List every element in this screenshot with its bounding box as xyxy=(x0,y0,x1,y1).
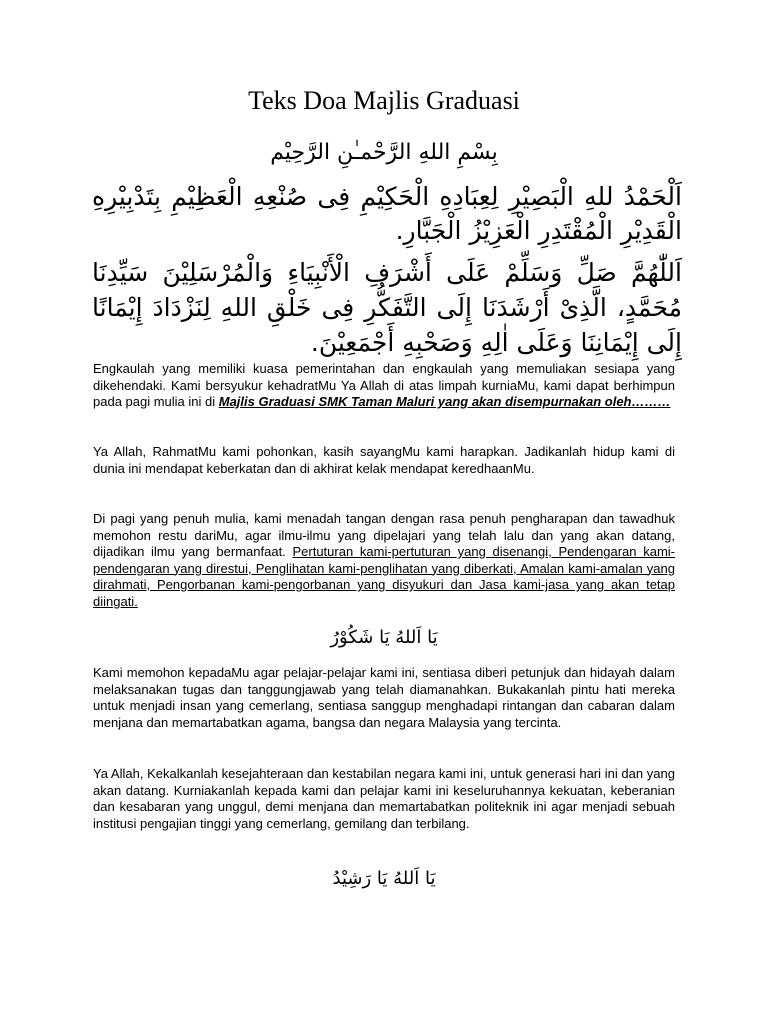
paragraph-pelajar: Kami memohon kepadaMu agar pelajar-pelajar kami ini, sentiasa diberi petunjuk dan hidayah dalam melaksanakan tugas dan tanggungjawab yang telah diamanahkan. Bukakanlah pintu hati mereka untuk menjadi insan yang cemerlang, sentiasa sanggup menghadapi rintangan dan cabaran dalam menjana dan memartabatkan agama, bangsa dan negara Malaysia yang tercinta. xyxy=(93,665,675,730)
basmalah-text: بِسْمِ اللهِ الرَّحْمـٰنِ الرَّحِيْم xyxy=(270,140,498,165)
event-name-emphasis: Majlis Graduasi SMK Taman Maluri yang akan disempurnakan oleh……… xyxy=(218,394,671,409)
paragraph-rahmat: Ya Allah, RahmatMu kami pohonkan, kasih sayangMu kami harapkan. Jadikanlah hidup kami di dunia ini mendapat keberkatan dan di akhirat kelak mendapat keredhaanMu. xyxy=(93,444,675,476)
arabic-ya-syakur: يَا اَللهُ يَا شَكُوْرُ xyxy=(330,627,438,648)
paragraph-pagi-mulia xyxy=(93,511,675,610)
paragraph-pagi-mulia-text: Di pagi yang penuh mulia, kami menadah tangan dengan rasa penuh pengharapan dan tawadhuk memohon restu dariMu, agar ilmu-ilmu yang dipelajari yang telah lalu dan yang akan datang, dijadikan ilmu yang bermanfaat. xyxy=(93,511,675,559)
arabic-praise-text: اَلْحَمْدُ للهِ الْبَصِيْرِ لِعِبَادِهِ الْحَكِيْمِ فِى صُنْعِهِ الْعَظِيْمِ بِتَدْبِيْرِهِ الْقَدِيْرِ الْمُقْتَدِرِ الْعَزِيْزُ الْجَبَّارِ. xyxy=(92,182,682,245)
paragraph-negara: Ya Allah, Kekalkanlah kesejahteraan dan kestabilan negara kami ini, untuk generasi hari ini dan yang akan datang. Kurniakanlah kepada kami dan pelajar kami ini keseluruhannya kekuatan, keberanian dan kesabaran yang unggul, demi menjana dan memartabatkan politeknik ini agar menjadi sebuah institusi pengajian tinggi yang cemerlang, gemilang dan terbilang. xyxy=(93,766,675,831)
paragraph-opening xyxy=(93,361,675,411)
underlined-supplication: Pertuturan kami-pertuturan yang disenangi, Pendengaran kami-pendengaran yang direstui, Penglihatan kami-penglihatan yang diberkati, Amalan kami-amalan yang dirahmati, Pengorbanan kami-pengorbanan yang disyukuri dan Jasa kami-jasa yang akan tetap diingati. xyxy=(93,544,675,609)
paragraph-opening-text: Engkaulah yang memiliki kuasa pemerintahan dan engkaulah yang memuliakan sesiapa yang dikehendaki. Kami bersyukur kehadratMu Ya Allah di atas limpah kurniaMu, kami dapat berhimpun pada pagi mulia ini di xyxy=(93,361,675,409)
document-title: Teks Doa Majlis Graduasi xyxy=(248,86,520,115)
arabic-ya-rasyid: يَا اَللهُ يَا رَشِيْدُ xyxy=(332,868,436,889)
arabic-salawat-text: اَللّٰهُمَّ صَلِّ وَسَلِّمْ عَلَى أَشْرَفِ الْأَنْبِيَاءِ وَالْمُرْسَلِيْنَ سَيِّدِنَا مُحَمَّدٍ، الَّذِىْ أَرْشَدَنَا إِلَى التَّفَكُّرِ فِى خَلْقِ اللهِ لِنَزْدَادَ إِيْمَانًا إِلَى إِيْمَانِنَا وَعَلَى اٰلِهِ وَصَحْبِهِ أَجْمَعِيْنَ. xyxy=(92,258,682,357)
